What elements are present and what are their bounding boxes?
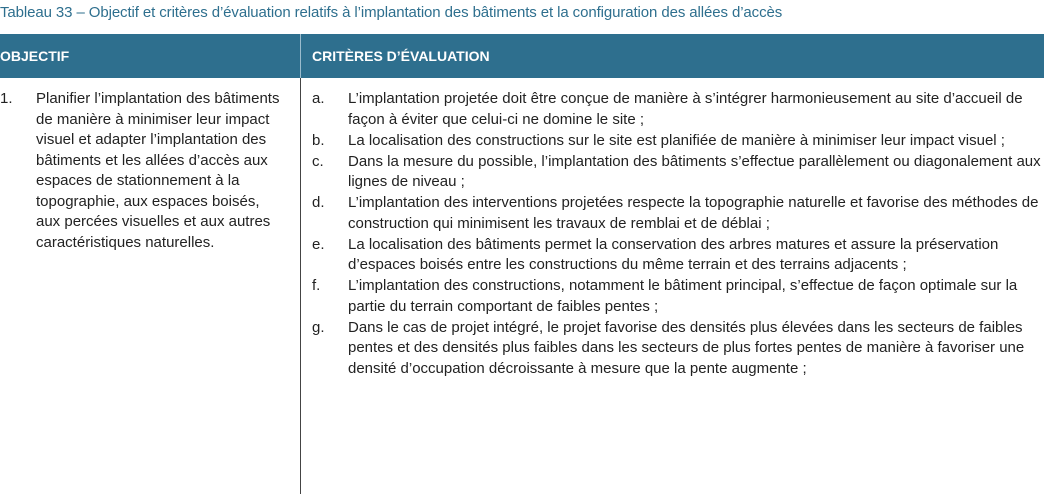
criterion-text: L’implantation des interventions projetées respecte la topographie naturelle et favorise des méthodes de construction qui minimisent les travaux de remblai et de déblai ; — [348, 194, 1039, 232]
criterion-f — [312, 276, 1044, 317]
criterion-text: La localisation des bâtiments permet la conservation des arbres matures et assure la préservation d’espaces boisés entre les constructions du même terrain et des terrains adjacents ; — [348, 235, 999, 273]
criterion-d — [312, 193, 1044, 234]
criterion-letter: d. — [312, 194, 325, 211]
criterion-letter: c. — [312, 152, 324, 170]
objective-text: Planifier l’implantation des bâtiments de manière à minimiser leur impact visuel et adapter l’implantation des bâtiments et les allées d’accès aux espaces de stationnement à la topographie, aux espaces boisés, aux percées visuelles et aux autres caractéristiques naturelles. — [36, 90, 280, 251]
header-divider — [300, 34, 301, 78]
header-criteria: CRITÈRES D’ÉVALUATION — [312, 48, 490, 64]
criterion-letter: e. — [312, 235, 325, 253]
objective-number: 1. — [0, 90, 13, 107]
column-divider — [300, 78, 301, 494]
table-header — [0, 34, 1044, 78]
table-caption: Tableau 33 – Objectif et critères d’évaluation relatifs à l’implantation des bâtiments et la configuration des allées d’accès — [0, 4, 783, 21]
criteria-list — [312, 89, 1044, 380]
criterion-letter: g. — [312, 318, 325, 336]
criterion-letter: f. — [312, 277, 321, 294]
criterion-c — [312, 152, 1044, 193]
criterion-b — [312, 131, 1044, 152]
criterion-e — [312, 235, 1044, 276]
criterion-text: L’implantation projetée doit être conçue de manière à s’intégrer harmonieusement au site d’accueil de façon à éviter que celui-ci ne domine le site ; — [348, 90, 1023, 128]
criterion-text: Dans la mesure du possible, l’implantation des bâtiments s’effectue parallèlement ou diagonalement aux lignes de niveau ; — [348, 152, 1041, 190]
criterion-text: La localisation des constructions sur le site est planifiée de manière à minimiser leur impact visuel ; — [348, 131, 1005, 149]
header-objective: OBJECTIF — [0, 48, 70, 64]
criterion-text: Dans le cas de projet intégré, le projet favorise des densités plus élevées dans les secteurs de faibles pentes et des densités plus faibles dans les secteurs de plus fortes pentes de manière à favoriser une densité d’occupation décroissante à mesure que la pente augmente ; — [348, 318, 1025, 377]
criterion-letter: a. — [312, 90, 325, 107]
criterion-text: L’implantation des constructions, notamment le bâtiment principal, s’effectue de façon optimale sur la partie du terrain comportant de faibles pentes ; — [348, 277, 1018, 315]
criterion-a — [312, 89, 1044, 130]
criterion-letter: b. — [312, 131, 325, 149]
criterion-g — [312, 318, 1044, 380]
